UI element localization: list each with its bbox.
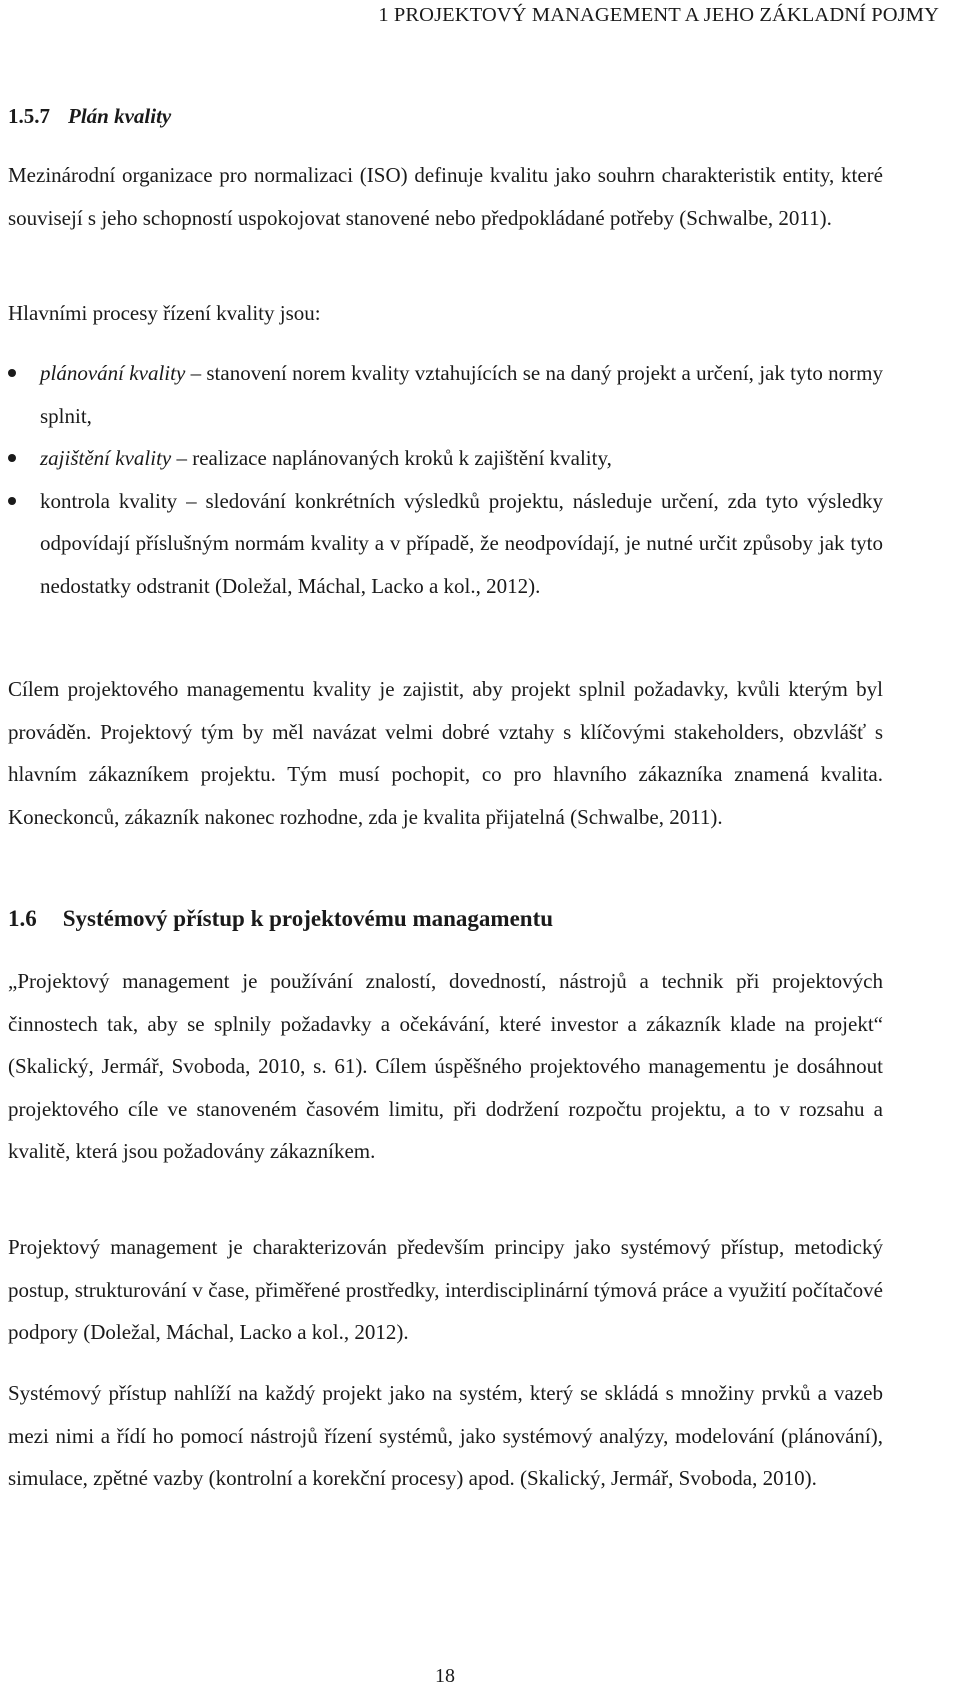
section-heading [8,906,553,932]
list-item-quality-planning [0,352,883,437]
list-item-quality-control [0,480,883,608]
subsection-heading [8,104,171,129]
running-header: 1 PROJEKTOVÝ MANAGEMENT A JEHO ZÁKLADNÍ POJMY [378,4,939,26]
quality-process-list [0,352,890,607]
list-item-term: zajištění kvality [40,446,172,470]
bullet-icon [8,497,16,505]
paragraph-system-approach: Systémový přístup nahlíží na každý projekt jako na systém, který se skládá s množiny prvků a vazeb mezi nimi a řídí ho pomocí nástrojů řízení systémů, jako systémový analýzy, modelování (plánování), simulace, zpětné vazby (kontrolní a korekční procesy) apod. (Skalický, Jermář, Svoboda, 2010). [8,1381,883,1490]
list-item-text: kontrola kvality – sledování konkrétních výsledků projektu, následuje určení, zda tyto výsledky odpovídají příslušným normám kvality a v případě, že neodpovídají, je nutné určit způsoby jak tyto nedostatky odstranit (Doležal, Máchal, Lacko a kol., 2012). [40,488,883,598]
bullet-icon [8,369,16,377]
section-title: Systémový přístup k projektovému managamentu [62,906,554,931]
paragraph-quality-goal: Cílem projektového managementu kvality je zajistit, aby projekt splnil požadavky, kvůli kterým byl prováděn. Projektový tým by měl navázat velmi dobré vztahy s klíčovými stakeholders, obzvlášť s hlavním zákazníkem projektu. Tým musí pochopit, co pro hlavního zákazníka znamená kvalita. Koneckonců, zákazník nakonec rozhodne, zda je kvalita přijatelná (Schwalbe, 2011). [8,677,883,829]
bullet-icon [8,454,16,462]
page-number: 18 [435,1665,455,1687]
paragraph-iso-definition: Mezinárodní organizace pro normalizaci (ISO) definuje kvalitu jako souhrn charakteristik entity, které souvisejí s jeho schopností uspokojovat stanovené nebo předpokládané potřeby (Schwalbe, 2011). [8,163,883,230]
list-item-term: plánování kvality [40,361,186,385]
section-number: 1.6 [8,906,37,931]
subsection-title: Plán kvality [68,104,172,128]
list-item-quality-assurance [0,437,883,480]
subsection-number: 1.5.7 [8,104,50,128]
paragraph-quality-processes-intro: Hlavními procesy řízení kvality jsou: [8,301,321,325]
paragraph-project-management-definition: „Projektový management je používání znalostí, dovedností, nástrojů a technik při projektových činnostech tak, aby se splnily požadavky a očekávání, které investor a zákazník klade na projekt“ (Skalický, Jermář, Svoboda, 2010, s. 61). Cílem úspěšného projektového managementu je dosáhnout projektového cíle ve stanoveném časovém limitu, při dodržení rozpočtu projektu, a to v rozsahu a kvalitě, která jsou požadovány zákazníkem. [8,969,883,1163]
list-item-text: – realizace naplánovaných kroků k zajištění kvality, [171,446,612,470]
paragraph-project-management-principles: Projektový management je charakterizován především principy jako systémový přístup, metodický postup, strukturování v čase, přiměřené prostředky, interdisciplinární týmová práce a využití počítačové podpory (Doležal, Máchal, Lacko a kol., 2012). [8,1235,883,1344]
list-item-text: – stanovení norem kvality vztahujících se na daný projekt a určení, jak tyto normy splnit, [40,361,883,428]
